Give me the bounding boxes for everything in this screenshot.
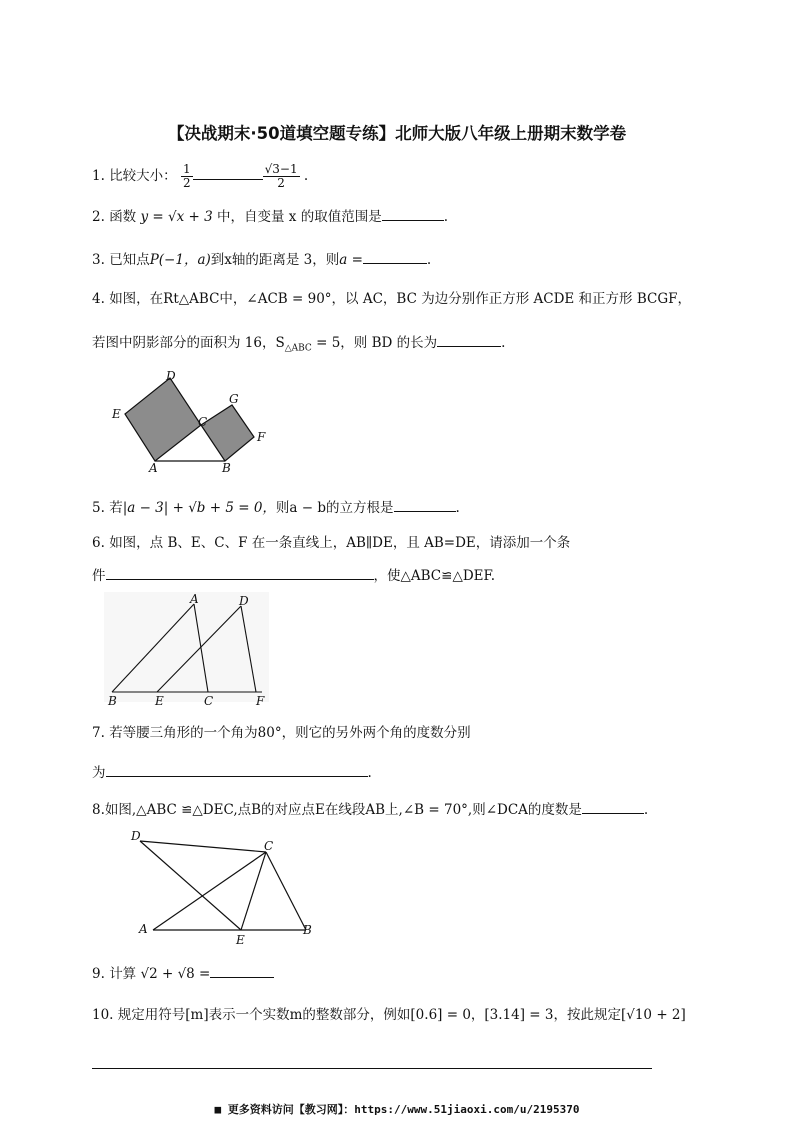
segment-cb	[266, 852, 306, 930]
question-10: 10. 规定用符号[m]表示一个实数m的整数部分，例如[0.6] = 0，[3.14] = 3，按此规定[√10 + 2]	[92, 1007, 686, 1023]
label-e: E	[236, 933, 245, 947]
label-b: B	[108, 694, 117, 708]
label-f: F	[257, 430, 266, 444]
answer-blank[interactable]	[210, 963, 274, 978]
figure-squares	[108, 368, 278, 478]
label-e: E	[155, 694, 164, 708]
answer-blank[interactable]	[394, 497, 456, 512]
label-f: F	[256, 694, 265, 708]
footer-link[interactable]: ■ 更多资料访问【教习网】：https://www.51jiaoxi.com/u/2195370	[214, 1103, 580, 1116]
fraction-one-half: $\frac{1}{2}$	[182, 162, 191, 190]
answer-blank[interactable]	[437, 332, 501, 347]
question-6-line-2: 件 ，使△ABC≌△DEF.	[92, 565, 495, 585]
label-g: G	[229, 392, 239, 406]
label-d: D	[166, 369, 176, 383]
question-7-line-1: 7. 若等腰三角形的一个角为80°，则它的另外两个角的度数分别	[92, 725, 471, 741]
fraction-sqrt3: $\frac{√3-1}{2}$	[264, 162, 298, 190]
answer-blank[interactable]	[363, 249, 427, 264]
answer-blank[interactable]	[106, 762, 368, 777]
square-acde	[125, 378, 201, 461]
label-c: C	[204, 694, 214, 708]
segment-de	[140, 841, 241, 930]
question-7-line-2: 为 .	[92, 762, 372, 782]
question-6-line-1: 6. 如图，点 B、E、C、F 在一条直线上，AB∥DE，且 AB=DE，请添加一个条	[92, 535, 571, 551]
answer-blank[interactable]	[106, 565, 374, 580]
label-a: A	[190, 592, 199, 606]
label-d: D	[131, 829, 141, 843]
formula: y = √x + 3	[140, 209, 213, 225]
answer-line[interactable]	[92, 1068, 652, 1069]
question-8: 8.如图,△ABC ≌△DEC,点B的对应点E在线段AB上,∠B = 70°,则∠DCA的度数是 .	[92, 799, 648, 819]
figure-congruent-triangles	[126, 826, 326, 948]
label-d: D	[239, 594, 249, 608]
question-4-line-2: 若图中阴影部分的面积为 16，$S_{\triangle ABC} = 5$，则 BD 的长为 .	[92, 332, 505, 358]
segment-ec	[241, 852, 266, 930]
label-b: B	[303, 923, 312, 937]
label-c: C	[198, 415, 208, 429]
question-9: 9. 计算 √2 + √8 =	[92, 963, 274, 983]
question-3: 3. 已知点P(−1，a)到x轴的距离是 3，则a = .	[92, 249, 431, 269]
page-title: 【决战期末·50道填空题专练】北师大版八年级上册期末数学卷	[167, 124, 627, 143]
label-e: E	[112, 407, 121, 421]
segment-dc	[140, 841, 266, 852]
question-1: 1. 比较大小： $\frac{1}{2}$ $\frac{√3-1}{2}$ .	[92, 162, 309, 190]
label-c: C	[264, 839, 274, 853]
question-4-line-1: 4. 如图，在Rt△ABC中，∠ACB = 90°，以 AC，BC 为边分别作正方形 ACDE 和正方形 BCGF，	[92, 291, 691, 307]
square-bcgf	[201, 405, 254, 461]
label-a: A	[149, 461, 158, 475]
question-5: 5. 若|a − 3| + √b + 5 = 0，则a − b的立方根是 .	[92, 497, 460, 517]
answer-blank[interactable]	[382, 206, 444, 221]
answer-blank[interactable]	[193, 165, 263, 180]
question-number: 1.	[92, 168, 105, 184]
question-2: 2. 函数 y = √x + 3 中，自变量 x 的取值范围是 .	[92, 206, 448, 226]
segment-ac	[153, 852, 266, 930]
label-a: A	[139, 922, 148, 936]
answer-blank[interactable]	[582, 799, 644, 814]
label-b: B	[222, 461, 231, 475]
figure-parallel-triangles	[104, 592, 274, 710]
